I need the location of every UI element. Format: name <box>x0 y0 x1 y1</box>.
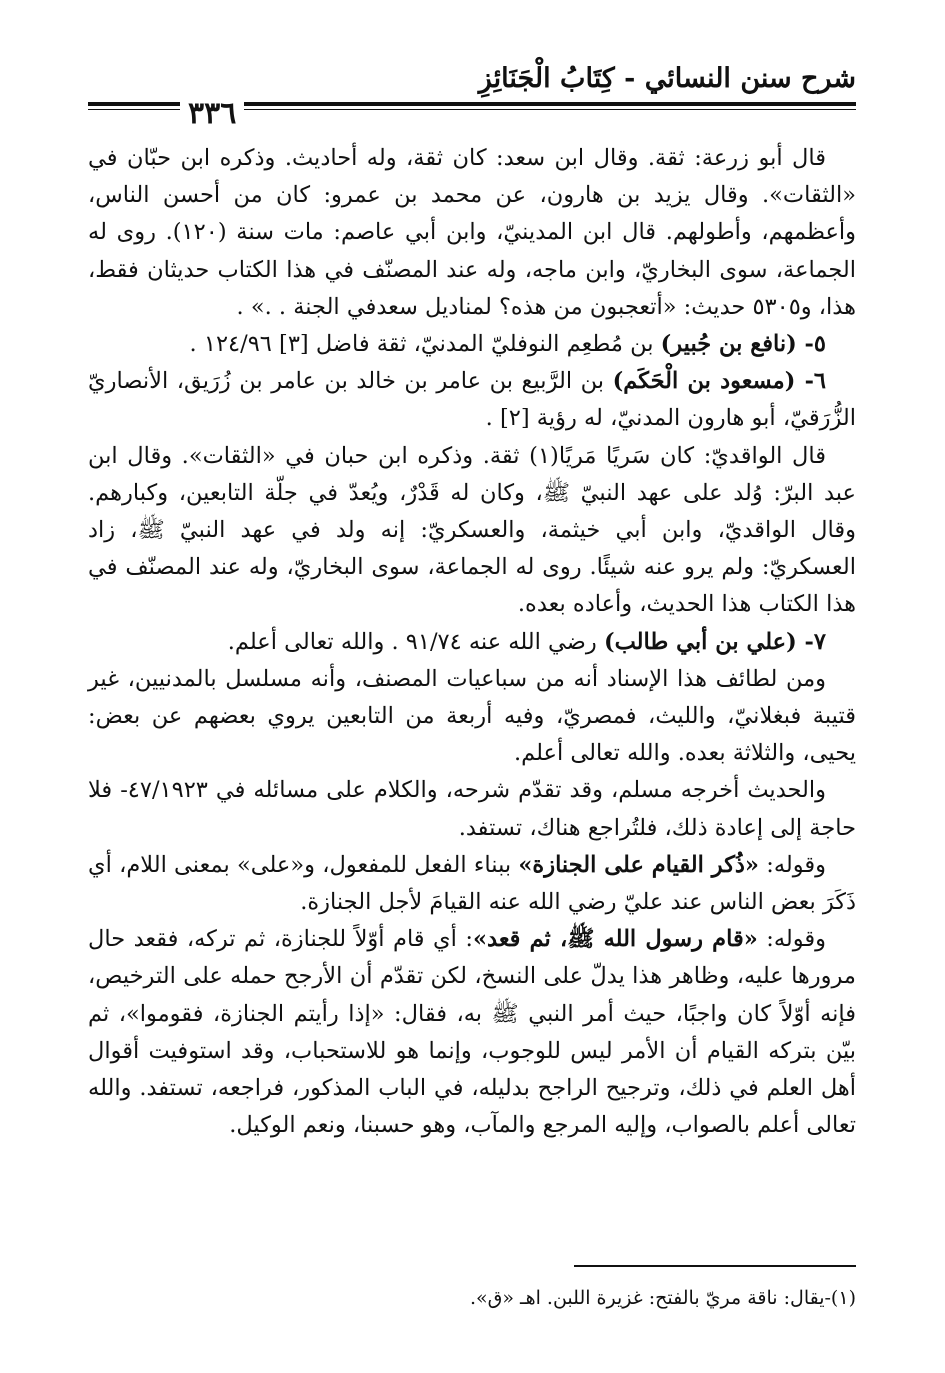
paragraph-1: قال أبو زرعة: ثقة. وقال ابن سعد: كان ثقة، وله أحاديث. وذكره ابن حبّان في «الثقات». وقال يزيد بن هارون، عن محمد بن عمرو: كان من أحسن الناس، وأعظمهم، وأطولهم. قال ابن المدينيّ، وابن أبي عاصم: مات سنة (١٢٠). روى له الجماعة، سوى البخاريّ، وابن ماجه، وله عند المصنّف في هذا الكتاب حديثان فقط، هذا، و٥٣٠٥ حديث: «أتعجبون من هذه؟ لمناديل سعدفي الجنة . .» . <box>88 145 857 320</box>
lead-text: وقوله: <box>759 851 826 878</box>
paragraph-2 <box>88 326 856 363</box>
narrator-details: بن الرَّبيع بن عامر بن خالد بن عامر بن زُرَيق، الأنصاريّ الزُّرَقيّ، أبو هارون المدنيّ، له رؤية [٢] . <box>88 368 856 432</box>
paragraph-5 <box>88 624 856 661</box>
narrator-name: ٥- (نافع بن جُبير) <box>660 331 826 358</box>
footnote-rule <box>574 1265 856 1267</box>
paragraph-3 <box>88 363 856 437</box>
footnote: (١)-يقال: ناقة مريّ بالفتح: غزيرة اللبن. اهـ «ق». <box>469 1287 856 1309</box>
quoted-phrase: «ذُكر القيام على الجنازة» <box>518 851 759 878</box>
main-text <box>88 140 856 1144</box>
paragraph-6: ومن لطائف هذا الإسناد أنه من سباعيات المصنف، وأنه مسلسل بالمدنيين، غير قتيبة فبغلانيّ، والليث، فمصريّ، وفيه أربعة من التابعين يروي بعضهم عن بعض: يحيى، والثلاثة بعده. والله تعالى أعلم. <box>88 665 856 767</box>
lead-text: وقوله: <box>757 926 826 953</box>
paragraph-8 <box>88 847 856 921</box>
commentary: ببناء الفعل للمفعول، و«على» بمعنى اللام، أي ذَكَرَ بعض الناس عند عليّ رضي الله عنه القيامَ لأجل الجنازة. <box>88 851 856 916</box>
narrator-name: ٦- (مسعود بن الْحَكَم) <box>612 368 827 395</box>
header-title: شرح سنن النسائي - كِتَابُ الْجَنَائِزِ <box>478 63 856 94</box>
paragraph-9 <box>88 921 856 1144</box>
paragraph-4: قال الواقديّ: كان سَريًا مَريًا(١) ثقة. وذكره ابن حبان في «الثقات». وقال ابن عبد البرّ: وُلد على عهد النبيّ ﷺ، وكان له قَدْرٌ، ويُعدّ في جلّة التابعين، وكبارهم. وقال الواقديّ، وابن أبي خيثمة، والعسكريّ: إنه ولد في عهد النبيّ ﷺ، زاد العسكريّ: ولم يرو عنه شيئًا. روى له الجماعة، سوى البخاريّ، وله عند المصنّف في هذا الكتاب هذا الحديث، وأعاده بعده. <box>88 442 856 618</box>
commentary: : أي قام أوّلاً للجنازة، ثم تركه، فقعد حال مرورها عليه، وظاهر هذا يدلّ على النسخ، لكن تقدّم أن الأرجح حمله على الترخيص، فإنه أوّلاً كان واجبًا، حيث أمر النبي ﷺ به، فقال: «إذا رأيتم الجنازة، فقوموا»، ثم بيّن بتركه القيام أن الأمر ليس للوجوب، وإنما هو للاستحباب، وقد استوفيت أقوال أهل العلم في ذلك، وترجيح الراجح بدليله، في الباب المذكور، فراجعه، تستفد. والله تعالى أعلم بالصواب، وإليه المرجع والمآب، وهو حسبنا، ونعم الوكيل. <box>88 926 856 1139</box>
quoted-phrase: «قام رسول الله ﷺ، ثم قعد» <box>472 926 758 953</box>
narrator-details: رضي الله عنه ٩١/٧٤ . والله تعالى أعلم. <box>227 628 604 655</box>
paragraph-7: والحديث أخرجه مسلم، وقد تقدّم شرحه، والكلام على مسائله في ٤٧/١٩٢٣- فلا حاجة إلى إعادة ذلك، فلتُراجع هناك، تستفد. <box>88 777 856 841</box>
narrator-details: بن مُطعِم النوفليّ المدنيّ، ثقة فاضل [٣] ١٢٤/٩٦ . <box>189 331 661 358</box>
narrator-name: ٧- (علي بن أبي طالب) <box>603 628 826 655</box>
page-number: ٣٣٦ <box>180 96 244 131</box>
